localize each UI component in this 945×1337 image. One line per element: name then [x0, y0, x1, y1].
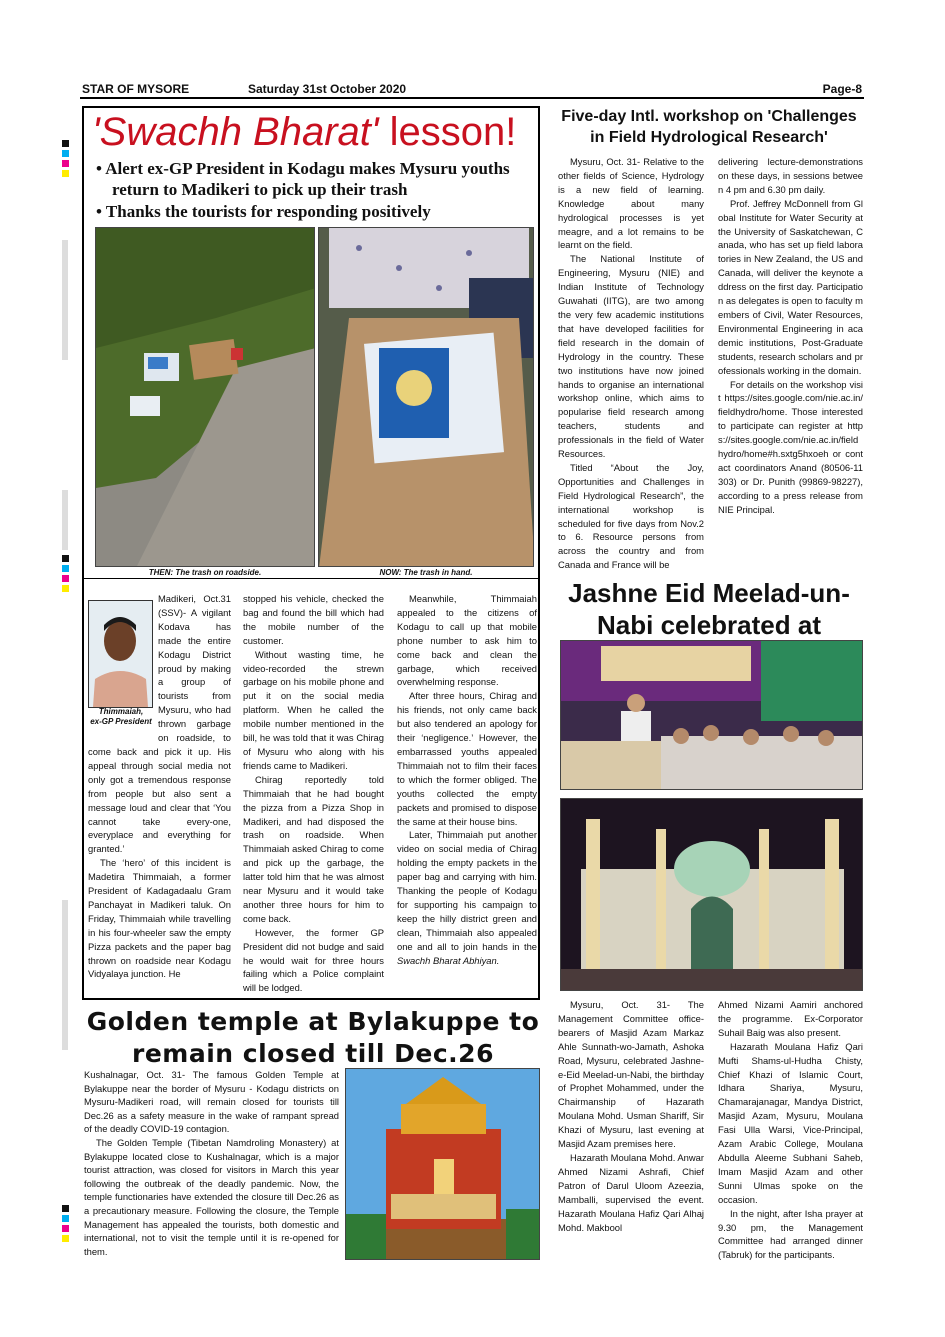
swachh-col3-para-2: After three hours, Chirag and his friends, not only came back but also tendered an apology for their ‘negligence.’ However, the embarrassed youths appealed Thimmaiah not to film their faces to which the former obliged. The youths collected the empty packets and promised to dispose the same at their house bins.: [397, 690, 537, 827]
bullet-1: • Alert ex-GP President in Kodagu makes Mysuru youths return to Madikeri to pick up their trash: [96, 159, 510, 199]
issue-date: Saturday 31st October 2020: [248, 82, 407, 96]
swachh-col3-para-1: Meanwhile, Thimmaiah appealed to the citizens of Kodagu to call up that mobile phone number to ask him to come back and clean the garbage, which received overwhelming response.: [397, 593, 537, 688]
workshop-headline: Five-day Intl. workshop on 'Challenges in Field Hydrological Research': [561, 108, 857, 146]
photo-eid-gathering: [560, 640, 863, 790]
portrait-caption-role: ex-GP President: [90, 717, 152, 726]
eid-col-1: [558, 998, 704, 1234]
swachh-col3-para-3-text: Later, Thimmaiah put another video on social media of Chirag holding the empty packets in the paper bag and carrying with him. Thanking the people of Kodagu for supporting his campaign to keep the hilly district green and clean, Thimmaiah also appealed one and all to join hands in the: [397, 829, 537, 952]
portrait-caption-name: Thimmaiah,: [98, 707, 144, 716]
workshop-col2-para-3: For details on the workshop visit https://sites.google.com/nie.ac.in/fieldhydro/home. Those interested to participate can register at https://sites.google.com/nie.ac.in/fieldhydro/home#h.sxtg5hxoeh or contact coordinators Anand (80506-11303) or Dr. Punith (99869-98227), according to a press release from NIE Principal.: [718, 378, 863, 515]
caption-now: NOW: The trash in hand.: [379, 568, 473, 577]
photo-rule: [84, 578, 538, 579]
swachh-para-2: The ‘hero’ of this incident is Madetira Thimmaiah, a former President of Kadagadaalu Gram Panchayat in Madikeri taluk. On Friday, Thimmaiah while travelling in his four-wheeler saw the empty Pizza packets and the paper bag thrown on roadside near Kodagu Vidyalaya junction. He: [88, 857, 231, 980]
eid-col2-para-2: Hazarath Moulana Hafiz Qari Mufti Shams-ul-Hudha Chisty, Chief Khazi of Islamic Court, Idhara Shariya, Mysuru, Chamarajanagar, Mandya District, Masjid Azam, Mysuru, Moulana Fasi Ulla Warsi, Vice-Principal, Azam Arabic College, Moulana Abdulla Aleeme Subhani Saheb, Imam Masjid Azam and other Sunni Ulmas spoke on the occasion.: [718, 1040, 863, 1205]
eid-para-1: Mysuru, Oct. 31- The Management Committee office-bearers of Masjid Azam Markaz Ahle Sunnath-wo-Jamath, Ashoka Road, Mysuru, celebrated Jashne-e-Eid Meelad-un-Nabi, the birthday of Prophet Mohammed, under the Chairmanship of Hazarath Moulana Mohd. Usman Shariff, Sir Khazi of Mysuru, last evening at Masjid Azam premises here.: [558, 999, 704, 1150]
swachh-para-1: [88, 592, 231, 856]
swachh-col2-para-2: Without wasting time, he video-recorded the strewn garbage on his mobile phone and put it on the social media platform. When he called the mobile number mentioned in the bill, he was told that it was Chirag of Mysuru who along with his friends came to Madikeri.: [243, 648, 384, 771]
swachh-col2-para-3: Chirag reportedly told Thimmaiah that he had bought the pizza from a Pizza Shop in Madikeri, and had disposed the trash on roadside. When Thimmaiah asked Chirag to come and pick up the garbage, the latter told him that he was almost near Mysuru and it would take another three hours for him to come back.: [243, 773, 384, 924]
swachh-col3-para-3: [397, 828, 537, 967]
swachh-col2-para-4: However, the former GP President did not budge and said he would wait for three hours failing which a Police complaint will be lodged.: [243, 926, 384, 994]
swachh-para-1-text: Madikeri, Oct.31 (SSV)- A vigilant Kodava has made the entire Kodagu District proud by making a group of tourists from Mysuru, who had thrown garbage on roadside, to come back and pick it up. His appeal through social media not only got a tremendous response from people but also sent a message loud and clear that ‘You cannot take every-one, everyplace and everything for granted.’: [88, 593, 231, 855]
swachh-col-3: [397, 592, 537, 967]
golden-para-1: Kushalnagar, Oct. 31- The famous Golden Temple at Bylakuppe near the border of Mysuru - Kodagu districts on Mysuru-Madikeri road, will remain closed for tourists till Dec.26 as a safety measure in the wake of rampant spread of the deadly COVID-19 contagion.: [84, 1069, 339, 1135]
golden-body: [84, 1068, 339, 1258]
bullet-2: • Thanks the tourists for responding positively: [96, 202, 431, 221]
workshop-col2-para-2: Prof. Jeffrey McDonnell from Global Institute for Water Security at the University of Saskatchewan, Canada, who has set up field laboratories in New Zealand, the US and Canada, will deliver the keynote address on the first day. Participation as delegates is open to faculty members of Civil, Water Resources, Environmental Engineering in academic institutions, Post-Graduate students, research scholars and professionals working in the domain.: [718, 197, 863, 376]
workshop-para-1: Mysuru, Oct. 31- Relative to the other fields of Science, Hydrology is a new field of learning. Knowledge about many hydrological processes is yet meagre, and a lot remains to be learnt on the field.: [558, 156, 704, 251]
swachh-col-1: [88, 592, 231, 981]
eid-col2-para-3: In the night, after Isha prayer at 9.30 pm, the Management Committee had arranged dinner (Tabruk) for the participants.: [718, 1207, 863, 1261]
swachh-col-2: [243, 592, 384, 995]
workshop-col-2: [718, 155, 863, 517]
photo-masjid-azam-lit: [560, 798, 863, 991]
photo-trash-roadside: [95, 227, 315, 567]
workshop-para-2: The National Institute of Engineering, Mysuru (NIE) and Indian Institute of Technology Guwahati (IITG), are two among the very few academic institutions that have developed facilities for field research in the domain of Hydrology in the country. These two institutions have now joined hands to organise an international workshop online, which aims to popularise field research among teachers, students and professionals in the field of Water Resources.: [558, 253, 704, 460]
eid-headline: Jashne Eid Meelad-un-Nabi celebrated at: [568, 578, 850, 640]
portrait-float: [88, 592, 158, 742]
headline-rest: lesson!: [378, 110, 517, 154]
eid-col-2: [718, 998, 863, 1262]
caption-then: THEN: The trash on roadside.: [148, 568, 262, 577]
photo-trash-in-hand: [318, 227, 534, 567]
swachh-abhiyan: Swachh Bharat Abhiyan.: [397, 954, 500, 966]
headline-italic: 'Swachh Bharat': [92, 110, 379, 154]
golden-headline: Golden temple at Bylakuppe to remain closed till Dec.26: [86, 1007, 540, 1068]
swachh-col2-para-1: stopped his vehicle, checked the bag and found the bill which had the mobile number of the customer.: [243, 593, 384, 646]
photo-golden-temple: [345, 1068, 540, 1260]
swachh-headline: [92, 110, 532, 155]
eid-col2-para-1: Ahmed Nizami Aamiri anchored the programme. Ex-Corporator Suhail Baig was also present.: [718, 999, 863, 1038]
masthead: [80, 80, 864, 98]
golden-para-2: The Golden Temple (Tibetan Namdroling Monastery) at Bylakuppe located close to Kushalnagar, which is a major tourist attraction, was closed for visitors in March this year following the outbreak of the deadly pandemic. Now, the temple functionaries have extended the closure till Dec.26 as a precautionary measure. Following the closure, the Temple Management has appealed the tourists, both domestic and international, not to visit the temple until it is re-opened for them.: [84, 1136, 339, 1257]
eid-para-2: Hazarath Moulana Mohd. Anwar Ahmed Nizami Ashrafi, Chief Patron of Darul Uloom Azeezia, Mamballi, supervised the event. Hazarath Moulana Hafiz Qari Alhaj Mohd. Makbool: [558, 1151, 704, 1233]
page-number: Page-8: [822, 82, 862, 96]
paper-name: STAR OF MYSORE: [82, 82, 190, 96]
masthead-rule: [80, 97, 864, 99]
workshop-col-1: [558, 155, 704, 572]
workshop-para-3: Titled “About the Joy, Opportunities and Challenges in Field Hydrological Research”, the international workshop is scheduled for five days from Nov.2 to 6. Resource persons from across the country and from Canada and France will be: [558, 461, 704, 571]
swachh-bullets: [96, 158, 536, 223]
workshop-col2-para-1: delivering lecture-demonstrations on these days, in sessions between 4 pm and 6.30 pm daily.: [718, 156, 863, 195]
